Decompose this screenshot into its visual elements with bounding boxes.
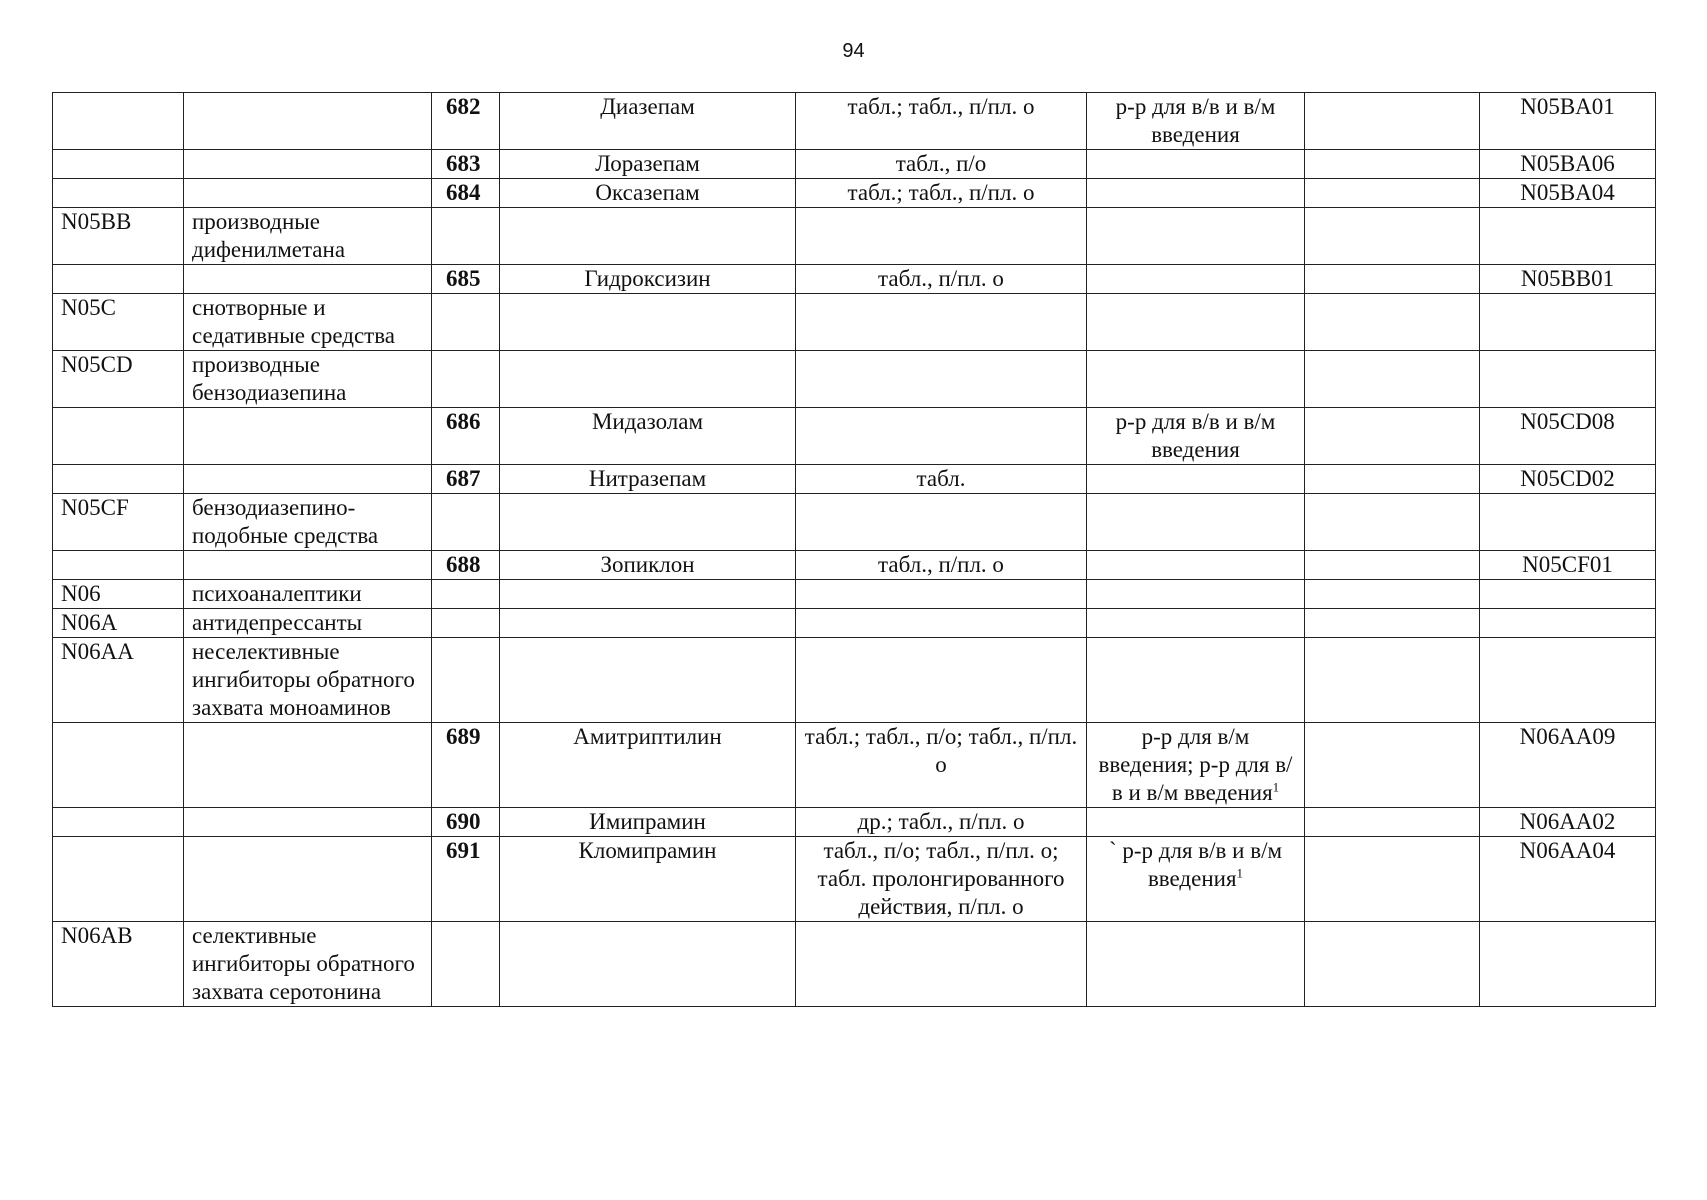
atc-group-code — [53, 922, 184, 1007]
atc-group-code-text: N05BB — [61, 209, 132, 234]
oral-dosage-forms — [796, 150, 1087, 179]
atc-code-text: N06AA04 — [1519, 838, 1616, 863]
atc-group-code — [53, 179, 184, 208]
oral-dosage-forms — [796, 208, 1087, 265]
extra-cell — [1305, 494, 1480, 551]
injection-forms — [1087, 150, 1305, 179]
oral-dosage-forms — [796, 609, 1087, 638]
group-name — [184, 150, 432, 179]
row-number — [432, 580, 500, 609]
group-name-text: бензодиазепино-подобные средства — [192, 495, 379, 548]
row-number-text: 686 — [446, 409, 481, 434]
table-row — [53, 494, 1656, 551]
atc-group-code — [53, 208, 184, 265]
table-row — [53, 93, 1656, 150]
atc-code — [1480, 494, 1656, 551]
atc-group-code — [53, 580, 184, 609]
injection-forms — [1087, 580, 1305, 609]
atc-group-code-text: N06AA — [61, 639, 134, 664]
oral-dosage-forms-text: табл.; табл., п/пл. о — [847, 94, 1035, 119]
drug-name-text: Нитразепам — [588, 466, 707, 491]
row-number-text: 689 — [446, 724, 481, 749]
group-name — [184, 922, 432, 1007]
group-name-text: снотворные и седативные средства — [192, 295, 395, 348]
injection-forms — [1087, 837, 1305, 922]
oral-dosage-forms-text: табл.; табл., п/пл. о — [847, 180, 1035, 205]
group-name-text: производные дифенилметана — [192, 209, 346, 262]
oral-dosage-forms — [796, 837, 1087, 922]
extra-cell — [1305, 580, 1480, 609]
row-number-text: 688 — [446, 552, 481, 577]
row-number — [432, 638, 500, 723]
table-row — [53, 408, 1656, 465]
drug-name-text: Лоразепам — [595, 151, 700, 176]
group-name — [184, 723, 432, 808]
oral-dosage-forms — [796, 408, 1087, 465]
atc-group-code — [53, 723, 184, 808]
atc-code — [1480, 837, 1656, 922]
table-row — [53, 922, 1656, 1007]
oral-dosage-forms — [796, 723, 1087, 808]
atc-group-code-text: N05C — [61, 295, 116, 320]
table-row — [53, 351, 1656, 408]
atc-code-text: N05CD02 — [1520, 466, 1615, 491]
atc-code-text: N05BA04 — [1520, 180, 1615, 205]
extra-cell — [1305, 93, 1480, 150]
drug-name-text: Диазепам — [600, 94, 695, 119]
injection-forms — [1087, 294, 1305, 351]
atc-code — [1480, 808, 1656, 837]
drug-name-text: Оксазепам — [595, 180, 700, 205]
extra-cell — [1305, 723, 1480, 808]
drug-name — [500, 93, 796, 150]
group-name — [184, 808, 432, 837]
extra-cell — [1305, 465, 1480, 494]
table-row — [53, 150, 1656, 179]
atc-code-text: N05BA01 — [1520, 94, 1615, 119]
extra-cell — [1305, 294, 1480, 351]
drug-name — [500, 465, 796, 494]
row-number-text: 691 — [446, 838, 481, 863]
drug-name — [500, 494, 796, 551]
drug-name — [500, 351, 796, 408]
atc-code-text: N05BA06 — [1520, 151, 1615, 176]
atc-code — [1480, 150, 1656, 179]
atc-group-code — [53, 265, 184, 294]
oral-dosage-forms-text: табл., п/о — [895, 151, 987, 176]
drug-name-text: Зопиклон — [600, 552, 695, 577]
table-row — [53, 808, 1656, 837]
extra-cell — [1305, 922, 1480, 1007]
atc-code — [1480, 465, 1656, 494]
atc-code — [1480, 179, 1656, 208]
atc-code — [1480, 723, 1656, 808]
atc-group-code — [53, 294, 184, 351]
atc-code — [1480, 922, 1656, 1007]
group-name-text: неселективные ингибиторы обратного захвата моноаминов — [192, 639, 415, 720]
row-number-text: 687 — [446, 466, 481, 491]
drug-name — [500, 638, 796, 723]
atc-group-code — [53, 408, 184, 465]
row-number — [432, 837, 500, 922]
drug-name — [500, 609, 796, 638]
table-row — [53, 580, 1656, 609]
group-name — [184, 551, 432, 580]
injection-forms — [1087, 265, 1305, 294]
atc-code — [1480, 351, 1656, 408]
row-number — [432, 150, 500, 179]
atc-group-code-text: N06 — [61, 581, 101, 606]
drug-name-text: Амитриптилин — [573, 724, 722, 749]
atc-code — [1480, 294, 1656, 351]
atc-code-text: N05CF01 — [1522, 552, 1613, 577]
row-number-text: 682 — [446, 94, 481, 119]
extra-cell — [1305, 265, 1480, 294]
row-number — [432, 609, 500, 638]
atc-group-code — [53, 494, 184, 551]
group-name — [184, 837, 432, 922]
oral-dosage-forms — [796, 351, 1087, 408]
group-name — [184, 494, 432, 551]
injection-forms — [1087, 551, 1305, 580]
group-name — [184, 265, 432, 294]
group-name — [184, 609, 432, 638]
extra-cell — [1305, 408, 1480, 465]
group-name-text: селективные ингибиторы обратного захвата серотонина — [192, 923, 415, 1004]
extra-cell — [1305, 150, 1480, 179]
group-name — [184, 208, 432, 265]
row-number — [432, 265, 500, 294]
injection-forms — [1087, 723, 1305, 808]
oral-dosage-forms — [796, 179, 1087, 208]
atc-code — [1480, 265, 1656, 294]
table-row — [53, 465, 1656, 494]
oral-dosage-forms — [796, 638, 1087, 723]
atc-code-text: N06AA09 — [1519, 724, 1616, 749]
injection-forms — [1087, 408, 1305, 465]
atc-code — [1480, 93, 1656, 150]
oral-dosage-forms — [796, 265, 1087, 294]
group-name-text: антидепрессанты — [192, 610, 363, 635]
table-row — [53, 208, 1656, 265]
row-number — [432, 208, 500, 265]
row-number — [432, 723, 500, 808]
extra-cell — [1305, 551, 1480, 580]
atc-code — [1480, 408, 1656, 465]
atc-group-code — [53, 551, 184, 580]
row-number — [432, 465, 500, 494]
group-name-text: производные бензодиазепина — [192, 352, 347, 405]
injection-forms-text: ` р-р для в/в и в/м введения — [1108, 838, 1283, 891]
injection-forms — [1087, 179, 1305, 208]
oral-dosage-forms — [796, 580, 1087, 609]
group-name — [184, 179, 432, 208]
table-row — [53, 265, 1656, 294]
atc-group-code — [53, 351, 184, 408]
group-name — [184, 93, 432, 150]
drug-name — [500, 294, 796, 351]
row-number — [432, 351, 500, 408]
group-name — [184, 351, 432, 408]
drug-list-table — [52, 92, 1656, 1007]
extra-cell — [1305, 179, 1480, 208]
drug-name — [500, 208, 796, 265]
table-row — [53, 638, 1656, 723]
group-name — [184, 294, 432, 351]
drug-name — [500, 837, 796, 922]
extra-cell — [1305, 351, 1480, 408]
row-number-text: 684 — [446, 180, 481, 205]
atc-code — [1480, 551, 1656, 580]
atc-group-code — [53, 808, 184, 837]
drug-name — [500, 922, 796, 1007]
atc-group-code — [53, 638, 184, 723]
table-row — [53, 723, 1656, 808]
atc-group-code — [53, 93, 184, 150]
table-row — [53, 609, 1656, 638]
row-number — [432, 93, 500, 150]
drug-name — [500, 580, 796, 609]
oral-dosage-forms — [796, 494, 1087, 551]
atc-group-code-text: N05CF — [61, 495, 129, 520]
page-number: 94 — [842, 40, 865, 62]
atc-group-code — [53, 609, 184, 638]
injection-forms-text: р-р для в/в и в/м введения — [1115, 409, 1276, 462]
row-number-text: 683 — [446, 151, 481, 176]
injection-forms — [1087, 494, 1305, 551]
drug-name — [500, 551, 796, 580]
drug-name-text: Кломипрамин — [578, 838, 717, 863]
footnote-marker: 1 — [1272, 779, 1280, 795]
atc-code — [1480, 208, 1656, 265]
drug-name — [500, 723, 796, 808]
atc-code-text: N06AA02 — [1519, 809, 1616, 834]
atc-group-code — [53, 465, 184, 494]
oral-dosage-forms-text: табл., п/пл. о — [878, 552, 1004, 577]
injection-forms — [1087, 465, 1305, 494]
extra-cell — [1305, 638, 1480, 723]
group-name — [184, 580, 432, 609]
table-row — [53, 179, 1656, 208]
extra-cell — [1305, 837, 1480, 922]
oral-dosage-forms-text: табл., п/о; табл., п/пл. о; табл. пролонгированного действия, п/пл. о — [817, 838, 1065, 919]
drug-name-text: Имипрамин — [589, 809, 706, 834]
atc-code-text: N05BB01 — [1520, 266, 1615, 291]
oral-dosage-forms — [796, 551, 1087, 580]
group-name — [184, 465, 432, 494]
oral-dosage-forms-text: др.; табл., п/пл. о — [857, 809, 1025, 834]
table-row — [53, 551, 1656, 580]
atc-group-code — [53, 150, 184, 179]
injection-forms — [1087, 609, 1305, 638]
oral-dosage-forms-text: табл. — [916, 466, 966, 491]
atc-group-code-text: N06AB — [61, 923, 133, 948]
group-name-text: психоаналептики — [192, 581, 362, 606]
row-number — [432, 408, 500, 465]
injection-forms — [1087, 93, 1305, 150]
atc-group-code — [53, 837, 184, 922]
oral-dosage-forms-text: табл., п/пл. о — [878, 266, 1004, 291]
drug-name — [500, 808, 796, 837]
extra-cell — [1305, 609, 1480, 638]
drug-name-text: Мидазолам — [591, 409, 704, 434]
footnote-marker: 1 — [1236, 865, 1244, 881]
row-number — [432, 551, 500, 580]
group-name — [184, 408, 432, 465]
atc-group-code-text: N06A — [61, 610, 118, 635]
oral-dosage-forms — [796, 922, 1087, 1007]
extra-cell — [1305, 808, 1480, 837]
group-name — [184, 638, 432, 723]
row-number-text: 685 — [446, 266, 481, 291]
drug-name-text: Гидроксизин — [584, 266, 711, 291]
injection-forms — [1087, 638, 1305, 723]
oral-dosage-forms — [796, 294, 1087, 351]
injection-forms — [1087, 351, 1305, 408]
drug-name — [500, 265, 796, 294]
table-row — [53, 837, 1656, 922]
oral-dosage-forms-text: табл.; табл., п/о; табл., п/пл. о — [804, 724, 1078, 777]
atc-code — [1480, 638, 1656, 723]
injection-forms — [1087, 208, 1305, 265]
row-number — [432, 808, 500, 837]
injection-forms — [1087, 808, 1305, 837]
oral-dosage-forms — [796, 465, 1087, 494]
row-number — [432, 494, 500, 551]
drug-name — [500, 150, 796, 179]
row-number-text: 690 — [446, 809, 481, 834]
injection-forms — [1087, 922, 1305, 1007]
row-number — [432, 922, 500, 1007]
atc-group-code-text: N05CD — [61, 352, 133, 377]
atc-code — [1480, 609, 1656, 638]
injection-forms-text: р-р для в/в и в/м введения — [1115, 94, 1276, 147]
oral-dosage-forms — [796, 808, 1087, 837]
atc-code — [1480, 580, 1656, 609]
extra-cell — [1305, 208, 1480, 265]
drug-name — [500, 179, 796, 208]
row-number — [432, 294, 500, 351]
table-row — [53, 294, 1656, 351]
oral-dosage-forms — [796, 93, 1087, 150]
atc-code-text: N05CD08 — [1520, 409, 1615, 434]
row-number — [432, 179, 500, 208]
injection-forms-text: р-р для в/м введения; р-р для в/в и в/м введения — [1098, 724, 1293, 805]
drug-name — [500, 408, 796, 465]
